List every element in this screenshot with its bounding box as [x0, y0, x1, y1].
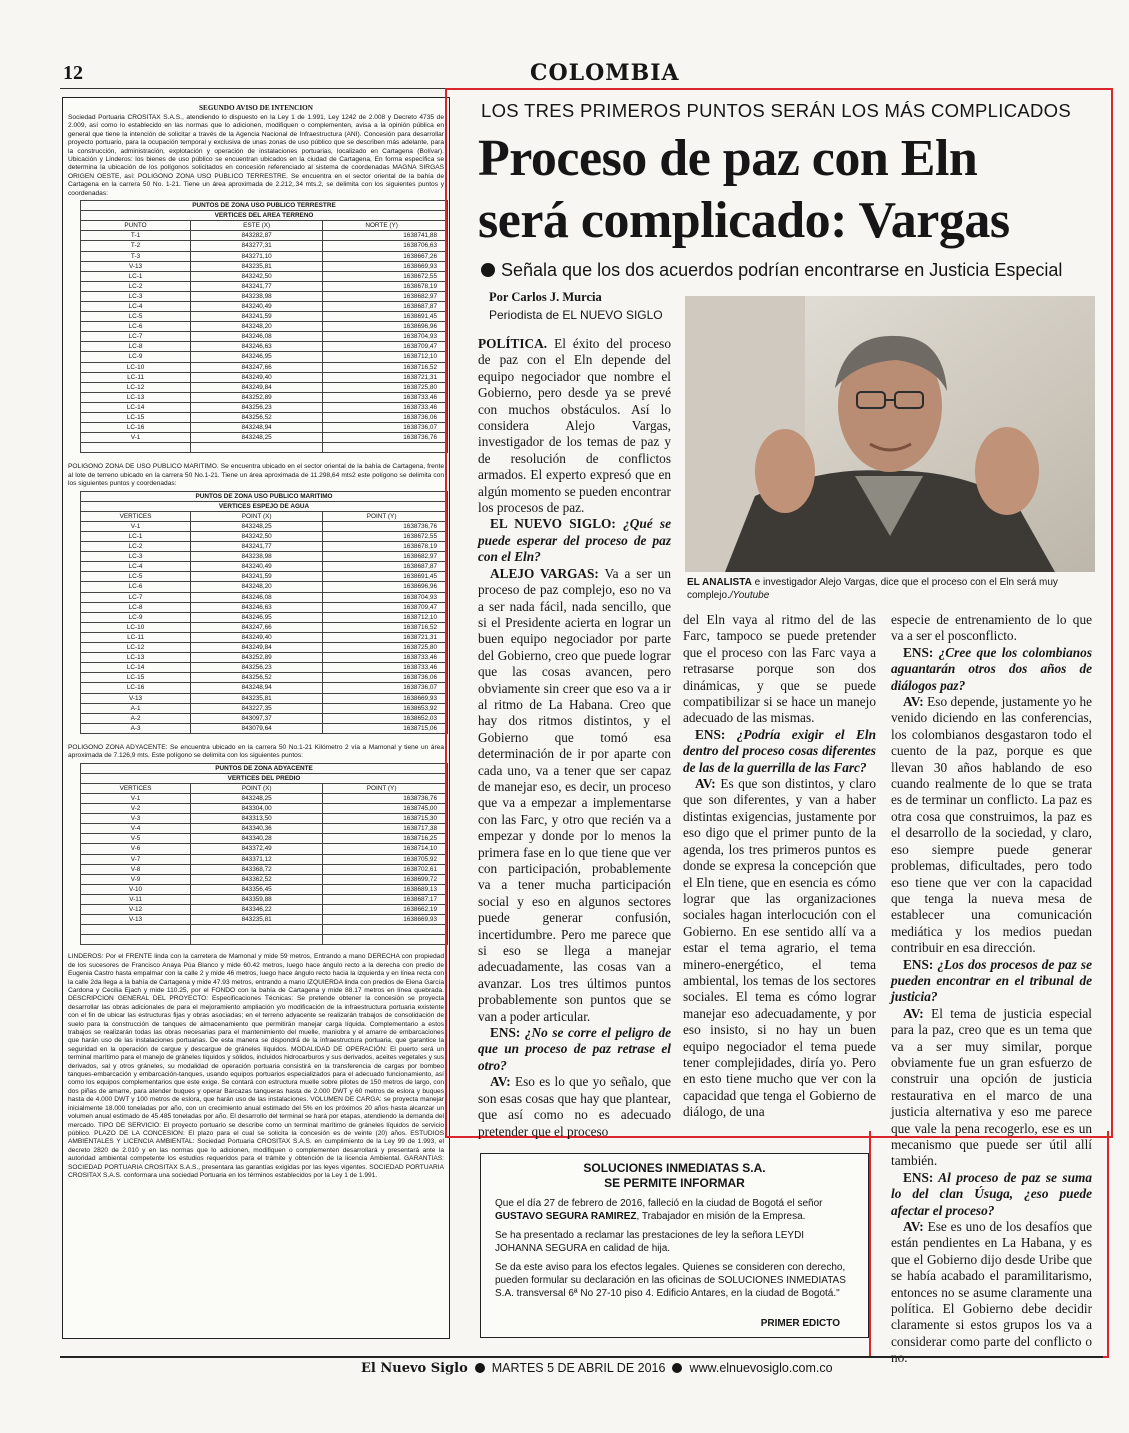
- notice-maritime-paragraph: POLIGONO ZONA DE USO PUBLICO MARITIMO. Se encuentra ubicado en el sector oriental de la bahía de Cartagena, frente al lote de terreno ubicado en la carrera 50 No.1-21. Tiene un área aproximada de 11.298,64 mts2 este polígono se delimita con los siguientes puntos y coordenadas:: [68, 463, 444, 488]
- table-cell: LC-8: [81, 342, 191, 352]
- table-cell: 1638716,25: [323, 834, 448, 844]
- table-cell: 1638669,93: [323, 693, 448, 703]
- table-subtitle: VERTICES DEL PREDIO: [81, 773, 448, 783]
- article-subhead: [481, 260, 1062, 281]
- table-cell: 1638736,06: [323, 673, 448, 683]
- table-cell: 843247,66: [191, 362, 323, 372]
- table-cell: LC-1: [81, 532, 191, 542]
- table-cell: V-4: [81, 824, 191, 834]
- table-cell: 1638736,07: [323, 423, 448, 433]
- table-row: [81, 663, 448, 673]
- table-adyacente: [80, 763, 448, 946]
- headline-line-2: será complicado: Vargas: [478, 192, 1010, 249]
- table-row: [81, 632, 448, 642]
- table-cell: LC-15: [81, 413, 191, 423]
- table-cell: 1638653,92: [323, 703, 448, 713]
- table-row: [81, 271, 448, 281]
- table-cell: LC-7: [81, 332, 191, 342]
- table-cell: 1638672,55: [323, 532, 448, 542]
- table-row: [81, 342, 448, 352]
- table-cell: 1638689,13: [323, 884, 448, 894]
- footer-url[interactable]: www.elnuevosiglo.com.co: [689, 1361, 833, 1375]
- article-column-1: POLÍTICA. El éxito del proceso de paz con el Eln depende del equipo negociador que nombre el Gobierno, pero desde ya se prevé con muchos obstáculos. Así lo considera Alejo Vargas, investigador de los temas de paz y de resolución de conflictos armados. El experto expresó que en algún momento se pueden encontrar los procesos de paz. EL NUEVO SIGLO: ¿Qué se puede esperar del proceso de paz con el Eln? ALEJO VARGAS: Va a ser un proceso de paz complejo, eso no va a ser nada fácil, nada sencillo, que si el Presidente acierta en lograr un buen equipo negociador por parte del Gobierno, creo que puede lograr que las cosas avancen, pero obviamente sin creer que eso va a ir al ritmo de La Habana. Creo que hay dos ritmos distintos, y el Gobierno que tomó esa determinación de ir por aparte con cada uno, va a tener que ser capaz de manejar eso, es decir, un proceso que va a empezar a implementarse con las Farc, y otro que recién va a empezar y donde por lo menos la primera fase en lo que tiene que ver con participación, probablemente va a tener mucha participación social y eso en algunos sectores puede generar confusión, incertidumbre. Pero me parece que si eso se llega a manejar adecuadamente, las cosas van a avanzar. Los tres últimos puntos probablemente son puntos que se van a poder articular. ENS: ¿No se corre el peligro de que un proceso de paz retrase el otro? AV: Eso es lo que yo señalo, que son esas cosas que hay que plantear, que así como no es adecuado pretender que el proceso: [478, 336, 672, 1139]
- table-row: [81, 572, 448, 582]
- table-cell: V-2: [81, 804, 191, 814]
- table-cell: 843248,25: [191, 433, 323, 443]
- table-cell: 843246,08: [191, 332, 323, 342]
- table-cell: 843271,10: [191, 251, 323, 261]
- newspaper-brand: El Nuevo Siglo: [361, 1361, 468, 1376]
- table-cell: 1638704,93: [323, 592, 448, 602]
- table-cell: 1638733,46: [323, 653, 448, 663]
- table-row: [81, 683, 448, 693]
- table-cell: 1638687,87: [323, 302, 448, 312]
- table-cell: 1638662,19: [323, 905, 448, 915]
- column-header: PUNTO: [81, 221, 191, 231]
- table-cell: 1638733,46: [323, 402, 448, 412]
- table-cell: LC-10: [81, 622, 191, 632]
- notice-adjacent-paragraph: POLIGONO ZONA ADYACENTE: Se encuentra ubicado en la carrera 50 No.1-21 Kilómetro 2 vía a Mamonal y tiene un área aproximada de 7.126,9 mts. Este polígono se delimita con los siguientes puntos:: [68, 743, 444, 760]
- table-row: [81, 622, 448, 632]
- table-cell: 843247,66: [191, 622, 323, 632]
- column-header: POINT (Y): [323, 783, 448, 793]
- table-cell: 1638682,97: [323, 552, 448, 562]
- legal-notice: [62, 97, 450, 1339]
- table-cell: LC-3: [81, 291, 191, 301]
- table-cell: LC-15: [81, 673, 191, 683]
- table-row: [81, 552, 448, 562]
- table-cell: 1638691,45: [323, 572, 448, 582]
- table-cell: 1638716,52: [323, 362, 448, 372]
- table-cell: A-3: [81, 723, 191, 733]
- table-row: [81, 281, 448, 291]
- table-cell: LC-16: [81, 423, 191, 433]
- table-cell: 843240,49: [191, 562, 323, 572]
- table-cell: 843246,63: [191, 342, 323, 352]
- table-cell: 1638678,19: [323, 542, 448, 552]
- table-cell: V-7: [81, 854, 191, 864]
- table-row: [81, 592, 448, 602]
- table-cell: 1638716,52: [323, 622, 448, 632]
- table-cell: 1638696,96: [323, 322, 448, 332]
- photo-caption: EL ANALISTA e investigador Alejo Vargas, dice que el proceso con el Eln será muy complejo./Youtube: [687, 577, 1058, 601]
- table-cell: 1638705,92: [323, 854, 448, 864]
- table-cell: 1638699,72: [323, 874, 448, 884]
- headline-line-1: Proceso de paz con Eln: [478, 130, 978, 187]
- table-cell: LC-8: [81, 602, 191, 612]
- table-cell: 1638736,07: [323, 683, 448, 693]
- table-cell: 843282,87: [191, 231, 323, 241]
- table-cell: 843248,25: [191, 793, 323, 803]
- table-cell: 843227,35: [191, 703, 323, 713]
- table-cell: 1638706,63: [323, 241, 448, 251]
- table-row: [81, 372, 448, 382]
- portrait-illustration: [685, 296, 1095, 572]
- table-cell: 843249,40: [191, 632, 323, 642]
- article-column-2: del Eln vaya al ritmo del de las Farc, tampoco se puede pretender que el proceso con las Farc vaya a retrasarse porque son dos dinámicas, y que se puede compatibilizar si se hace un manejo adecuado de las mismas. ENS: ¿Podría exigir el Eln dentro del proceso cosas diferentes de las de la guerrilla de las Farc? AV: Es que son distintos, y claro que son diferentes, y van a haber distintas exigencias, justamente por eso digo que el primer punto de la agenda, los tres primeros puntos es donde se expresa la concepción que el Eln tiene, que en esencia es cómo lograr que las organizaciones sociales hagan interlocución con el Gobierno. En ese sentido allí va a estar el tema agrario, el tema minero-energético, el tema ambiental, los temas de los sectores sociales. El tema es cómo lograr manejar eso adecuadamente, y por eso insisto, si no hay un buen equipo negociador el tema puede tener complejidades, diría yo. Pero en esto tiene mucho que ver con la capacidad que tenga el Gobierno de diálogo, de una: [683, 612, 876, 1120]
- table-cell: LC-12: [81, 382, 191, 392]
- table-cell: V-10: [81, 884, 191, 894]
- table-row: [81, 322, 448, 332]
- notice-linderos-paragraph: LINDEROS: Por el FRENTE linda con la carretera de Mamonal y mide 59 metros, Entrando a mano DERECHA con propiedad de los sucesores de Francisco Anaya Púa Blanco y mide 60.42 metros, luego hace ángulo recto a la derecha con predio de Eugenia Castro hasta empalmar con la calle 2 y mide 46 metros, luego hace ángulo recto hacia la izquierda y en línea recta con la calle 2da llega a la bahía de Cartagena y mide 47.93 metros, entrando a mano IZQUIERDA linda con predios de Elena García Cardona y Cecilia Ejach y mide 110.25, por el FONDO con la bahía de Cartagena y mide 88.17 metros en línea quebrada. DESCRIPCION GENERAL DEL PROYECTO: Especificaciones Técnicas: Se pretende obtener la concesión se proyecta desarrollar las obras adicionales de para el mejoramiento ampliación y/o modificación de la infraestructura portuaria existente con el fin de ubicar las estructuras fijas y obras asociadas; en el terreno adyacente se realizarán trabajos de consolidación de suelo para la construcción de tanques de almacenamiento que permitirán manejar carga líquida. Complementario a estos trabajos se realizarán todas las obras necesarias para el mantenimiento del muelle, maniobra y el amarre de embarcaciones que harán uso de las instalaciones portuarias. De esta manera se dispondrá de la infraestructura portuaria, que garantice la seguridad en la operación de cargue y descargue de gráneles líquidos. MODALIDAD DE OPERACIÓN: El puerto será un terminal marítimo para el manejo de gráneles líquidos y sólidos, incluidos hidrocarburos y sus derivados, aceites vegetales y sus derivados, sal y otros gráneles, su modalidad de operación portuaria consistirá en la transferencia de cargas por bombeo tanques-embarcación y embarcación-tanques, usando equipos portuarios especializados para el adecuado funcionamiento, así como los equipos complementarios que este exige. Se contará con estructura muelle sobre pilotes de 150 metros de largo, con dos piñas de amarre, para atender buques y operar Barcazas tanqueras hasta de 2.000 DWT y 60 metros de eslora y buques hasta de 4.000 DWT y 100 metros de eslora, que harán uso de las instalaciones. VOLUMEN DE CARGA: se proyecta manejar inicialmente 18.000 toneladas por año, con un crecimiento anual estimado del 5% en los próximos 20 años hasta alcanzar un volumen anual estimado de 45.485 toneladas por año. El desarrollo del terminal se hará por etapas, atendiendo la demanda del mercado. TIPO DE SERVICIO: El proyecto portuario se describe como un terminal marítimo de gráneles líquidos de servicio público. PLAZO DE LA CONCESION: El plazo para el cual se solicita la concesión es de veinte (20) años. ESTUDIOS AMBIENTALES Y LICENCIA AMBIENTAL: Sociedad Portuaria CROSITAX S.A.S. en cumplimiento de la Ley 99 de 1.993, el decreto 2820 de 2.010 y en las normas que lo adicionen, modifiquen o complementen desarrollará y presentará ante la autoridad ambiental competente los estudios requeridos para el trámite y obtención de la licencia Ambiental. GARANTIAS: SOCIEDAD PORTUARIA CROSITAX S.A.S., presentara las garantías exigidas por las leyes vigentes. SOCIEDAD PORTUARIA CROSITAX S.A.S. conformara una sociedad Portuaria en los términos establecidos por la Ley 1 de 1.991.: [68, 953, 444, 1179]
- table-cell: 1638709,47: [323, 602, 448, 612]
- table-row: [81, 804, 448, 814]
- table-cell: LC-1: [81, 271, 191, 281]
- table-row: [81, 413, 448, 423]
- table-cell: 1638712,10: [323, 612, 448, 622]
- table-cell: 1638736,06: [323, 413, 448, 423]
- table-cell: V-3: [81, 814, 191, 824]
- table-row: [81, 251, 448, 261]
- table-cell: 843235,81: [191, 261, 323, 271]
- table-cell: 1638704,93: [323, 332, 448, 342]
- table-cell: 1638715,06: [323, 723, 448, 733]
- table-row: [81, 302, 448, 312]
- table-cell: 843372,49: [191, 844, 323, 854]
- table-cell: 1638721,31: [323, 372, 448, 382]
- table-row: [81, 713, 448, 723]
- table-row: [81, 874, 448, 884]
- table-cell: V-8: [81, 864, 191, 874]
- table-row: [81, 542, 448, 552]
- table-cell: 843246,95: [191, 612, 323, 622]
- soluciones-paragraph-3: Se da este aviso para los efectos legales. Quienes se consideren con derecho, pueden formular su declaración en las oficinas de SOLUCIONES INMEDIATAS S.A. transversal 6ª No 27-10 piso 4. Edificio Antares, en la ciudad de Bogotá.": [495, 1262, 846, 1299]
- table-row: [81, 723, 448, 733]
- table-row: [81, 382, 448, 392]
- table-cell: 1638672,55: [323, 271, 448, 281]
- table-cell: 1638709,47: [323, 342, 448, 352]
- article-column-3: especie de entrenamiento de lo que va a ser el posconflicto. ENS: ¿Cree que los colombianos aguantarán otros dos años de diálogos paz? AV: Eso depende, justamente yo he venido diciendo en las conferencias, los colombianos desgastaron todo el cuento de la paz, porque es que llevan 30 años hablando de eso cuando realmente de lo que se trata es de terminar un conflicto. La paz es otra cosa que construimos, la paz es el desarrollo de la sociedad, y claro, eso siempre puede generar problemas, dificultades, pero todo eso tiene que ver con la capacidad que tenga la nueva mesa de establecer una comunicación mediática y los medios puedan contribuir en esa dirección. ENS: ¿Los dos procesos de paz se pueden encontrar en el tribunal de justicia? AV: El tema de justicia especial para la paz, creo que es un tema que va a ser muy similar, porque obviamente fue un gran esfuerzo de construir una opción de justicia restaurativa en el marco de una justicia alternativa y eso me parece que vale la pena recogerlo, ese es un mecanismo que puede ser útil allí también. ENS: Al proceso de paz se suma lo del clan Úsuga, ¿eso puede afectar el proceso? AV: Ese es uno de los desafíos que están pendientes en La Habana, y es que el Gobierno dijo desde Uribe que se había acabado el paramilitarismo, entonces no se asume claramente una política. El Gobierno debe decidir claramente si estos grupos los va a considerar como parte del conflicto o no.: [891, 612, 1092, 1366]
- table-cell: 843248,20: [191, 582, 323, 592]
- table-cell: 843249,84: [191, 382, 323, 392]
- table-row: [81, 834, 448, 844]
- table-cell: V-1: [81, 793, 191, 803]
- table-cell: 1638725,80: [323, 382, 448, 392]
- table-cell: T-3: [81, 251, 191, 261]
- table-cell: 843249,84: [191, 643, 323, 653]
- table-cell: 843246,95: [191, 352, 323, 362]
- table-row: [81, 915, 448, 925]
- table-row: [81, 602, 448, 612]
- table-row: [81, 643, 448, 653]
- table-cell: V-5: [81, 834, 191, 844]
- table-cell: LC-13: [81, 392, 191, 402]
- table-cell: LC-9: [81, 612, 191, 622]
- table-cell: 843368,72: [191, 864, 323, 874]
- table-cell: 1638714,10: [323, 844, 448, 854]
- table-cell: 1638741,88: [323, 231, 448, 241]
- table-cell: 843340,36: [191, 824, 323, 834]
- table-cell: 843241,77: [191, 281, 323, 291]
- table-cell: 1638745,00: [323, 804, 448, 814]
- table-subtitle: VERTICES ESPEJO DE AGUA: [81, 501, 448, 511]
- table-row: [81, 332, 448, 342]
- table-cell: V-11: [81, 894, 191, 904]
- table-row: [81, 673, 448, 683]
- table-row: [81, 352, 448, 362]
- table-row: [81, 693, 448, 703]
- table-row: [81, 814, 448, 824]
- table-cell: LC-5: [81, 312, 191, 322]
- table-row: [81, 612, 448, 622]
- article-headline: [478, 128, 1098, 252]
- table-cell: LC-2: [81, 542, 191, 552]
- soluciones-title: SOLUCIONES INMEDIATAS S.A. SE PERMITE INFORMAR: [583, 1161, 766, 1190]
- soluciones-paragraph-2: Se ha presentado a reclamar las prestaciones de ley la señora LEYDI JOHANNA SEGURA en calidad de hija.: [495, 1230, 805, 1254]
- table-row: [81, 703, 448, 713]
- table-cell: 843249,40: [191, 372, 323, 382]
- table-cell: LC-10: [81, 362, 191, 372]
- table-terrestre: [80, 200, 448, 453]
- table-cell: 843340,28: [191, 834, 323, 844]
- table-row: [81, 241, 448, 251]
- table-cell: LC-2: [81, 281, 191, 291]
- table-cell: 843313,50: [191, 814, 323, 824]
- table-cell: LC-9: [81, 352, 191, 362]
- table-row: [81, 824, 448, 834]
- table-title: PUNTOS DE ZONA USO PUBLICO MARITIMO: [81, 491, 448, 501]
- table-cell: 1638733,46: [323, 392, 448, 402]
- table-cell: 843241,77: [191, 542, 323, 552]
- table-cell: 1638652,03: [323, 713, 448, 723]
- table-row: [81, 312, 448, 322]
- table-cell: LC-3: [81, 552, 191, 562]
- page-footer: [361, 1361, 833, 1376]
- table-cell: 1638736,76: [323, 433, 448, 443]
- soluciones-paragraph-1: Que el día 27 de febrero de 2016, falleció en la ciudad de Bogotá el señor GUSTAVO SEGURA RAMIREZ, Trabajador en misión de la Empresa.: [495, 1198, 823, 1222]
- table-cell: T-2: [81, 241, 191, 251]
- table-cell: LC-13: [81, 653, 191, 663]
- soluciones-footer: PRIMER EDICTO: [760, 1318, 840, 1329]
- table-maritimo: [80, 491, 448, 734]
- table-cell: 843346,22: [191, 905, 323, 915]
- table-cell: 843277,31: [191, 241, 323, 251]
- footer-date: MARTES 5 DE ABRIL DE 2016: [491, 1361, 666, 1375]
- table-cell: 1638721,31: [323, 632, 448, 642]
- table-row: [81, 433, 448, 443]
- table-cell: 843256,52: [191, 673, 323, 683]
- table-cell: LC-6: [81, 322, 191, 332]
- table-cell: 843359,88: [191, 894, 323, 904]
- table-cell: 843248,94: [191, 683, 323, 693]
- byline-role: Periodista de EL NUEVO SIGLO: [489, 308, 663, 322]
- table-cell: 843238,98: [191, 552, 323, 562]
- table-cell: V-9: [81, 874, 191, 884]
- table-row: [81, 854, 448, 864]
- table-cell: V-13: [81, 261, 191, 271]
- legal-notice-soluciones: [480, 1153, 869, 1338]
- table-cell: 843079,64: [191, 723, 323, 733]
- table-cell: 843241,59: [191, 572, 323, 582]
- table-cell: 843256,23: [191, 663, 323, 673]
- column-header: ESTE (X): [191, 221, 323, 231]
- table-cell: LC-11: [81, 632, 191, 642]
- table-title: PUNTOS DE ZONA ADYACENTE: [81, 763, 448, 773]
- table-cell: 843248,20: [191, 322, 323, 332]
- table-cell: 843356,45: [191, 884, 323, 894]
- table-cell: V-1: [81, 433, 191, 443]
- table-row: [81, 261, 448, 271]
- table-cell: 843242,50: [191, 532, 323, 542]
- table-cell: 843240,49: [191, 302, 323, 312]
- table-cell: 843252,89: [191, 653, 323, 663]
- table-cell: 1638669,93: [323, 915, 448, 925]
- table-row: [81, 894, 448, 904]
- table-cell: LC-4: [81, 562, 191, 572]
- table-cell: LC-14: [81, 663, 191, 673]
- table-title: PUNTOS DE ZONA USO PUBLICO TERRESTRE: [81, 201, 448, 211]
- table-cell: A-1: [81, 703, 191, 713]
- table-cell: 843235,81: [191, 915, 323, 925]
- table-row: [81, 362, 448, 372]
- byline: Por Carlos J. Murcia: [489, 290, 602, 304]
- table-cell: V-13: [81, 693, 191, 703]
- page-number: 12: [63, 62, 83, 84]
- table-row: [81, 392, 448, 402]
- column-header: POINT (Y): [323, 511, 448, 521]
- table-cell: V-13: [81, 915, 191, 925]
- bullet-icon: [672, 1363, 682, 1373]
- table-cell: V-1: [81, 521, 191, 531]
- table-cell: 1638736,76: [323, 521, 448, 531]
- table-cell: 1638733,46: [323, 663, 448, 673]
- table-row: [81, 562, 448, 572]
- table-cell: 843248,25: [191, 521, 323, 531]
- subhead-text: Señala que los dos acuerdos podrían encontrarse en Justicia Especial: [501, 260, 1063, 280]
- table-cell: 1638725,80: [323, 643, 448, 653]
- article-photo: [685, 296, 1095, 572]
- column-header: VERTICES: [81, 511, 191, 521]
- table-cell: 843246,63: [191, 602, 323, 612]
- table-cell: V-6: [81, 844, 191, 854]
- table-cell: 1638678,19: [323, 281, 448, 291]
- table-row: [81, 402, 448, 412]
- notice-intro: Sociedad Portuaria CROSITAX S.A.S., atendiendo lo dispuesto en la Ley 1 de 1.991, Ley 1242 de 2.008 y Decreto 4735 de 2.009, así como lo establecido en las normas que lo adicionen, modifiquen o complementen, avisa a la opinión pública en general que tiene la intención de solicitar a través de la Agencia Nacional de Infraestructura (ANI). Concesión para desarrollar proyecto portuario, para la ocupación temporal y exclusiva de unas zonas de uso público que se describen más adelante, para la construcción, administración, explotación y operación de instalaciones portuarias, localizado en Cartagena (Bolívar). Ubicación y Linderos: los bienes de uso público se encuentran ubicados en la ciudad de Cartagena, En forma específica se determina la ubicación de los polígonos solicitados en concesión referenciado al sistema de coordenadas MAGNA SIRGAS ORIGEN OESTE, así: POLIGONO ZONA USO PUBLICO TERRESTRE. Se encuentra en el sector oriental de la bahía de Cartagena en la carrera 50 No. 1-21. Tiene un área aproximada de 2.212,.34 mts.2, se delimita con los siguientes puntos y coordenadas:: [68, 114, 444, 197]
- table-row: [81, 864, 448, 874]
- table-cell: 1638717,38: [323, 824, 448, 834]
- photo-credit: /Youtube: [729, 590, 770, 601]
- table-cell: 843248,94: [191, 423, 323, 433]
- table-row: [81, 905, 448, 915]
- bullet-icon: [475, 1363, 485, 1373]
- table-cell: 1638691,45: [323, 312, 448, 322]
- table-row: [81, 582, 448, 592]
- table-cell: 1638687,87: [323, 562, 448, 572]
- table-row: [81, 423, 448, 433]
- table-cell: LC-11: [81, 372, 191, 382]
- table-cell: 843252,89: [191, 392, 323, 402]
- table-cell: 1638696,96: [323, 582, 448, 592]
- table-row: [81, 291, 448, 301]
- table-cell: LC-16: [81, 683, 191, 693]
- table-subtitle: VERTICES DEL AREA TERRENO: [81, 211, 448, 221]
- table-cell: 843304,00: [191, 804, 323, 814]
- table-cell: 843256,23: [191, 402, 323, 412]
- table-cell: LC-4: [81, 302, 191, 312]
- section-title: COLOMBIA: [530, 60, 680, 86]
- table-cell: 843242,50: [191, 271, 323, 281]
- footer-rule: [60, 1356, 1103, 1358]
- table-row: [81, 532, 448, 542]
- column-header: VERTICES: [81, 783, 191, 793]
- table-row: [81, 844, 448, 854]
- bullet-icon: [481, 263, 495, 277]
- article-kicker: LOS TRES PRIMEROS PUNTOS SERÁN LOS MÁS COMPLICADOS: [481, 100, 1071, 121]
- table-cell: 843256,52: [191, 413, 323, 423]
- table-row: [81, 521, 448, 531]
- notice-title: SEGUNDO AVISO DE INTENCION: [199, 104, 313, 112]
- table-cell: 1638736,76: [323, 793, 448, 803]
- table-cell: V-12: [81, 905, 191, 915]
- table-cell: 1638669,93: [323, 261, 448, 271]
- table-cell: 1638715,30: [323, 814, 448, 824]
- table-cell: A-2: [81, 713, 191, 723]
- table-cell: 1638667,26: [323, 251, 448, 261]
- table-cell: LC-14: [81, 402, 191, 412]
- table-cell: 843246,08: [191, 592, 323, 602]
- table-cell: LC-12: [81, 643, 191, 653]
- table-row: [81, 653, 448, 663]
- table-cell: LC-5: [81, 572, 191, 582]
- column-header: POINT (X): [191, 511, 323, 521]
- table-cell: 843235,81: [191, 693, 323, 703]
- table-cell: 1638702,61: [323, 864, 448, 874]
- table-cell: T-1: [81, 231, 191, 241]
- table-row: [81, 793, 448, 803]
- table-cell: 1638682,97: [323, 291, 448, 301]
- table-row: [81, 884, 448, 894]
- table-cell: 843238,98: [191, 291, 323, 301]
- table-row: [81, 231, 448, 241]
- column-header: NORTE (Y): [323, 221, 448, 231]
- table-cell: 843371,12: [191, 854, 323, 864]
- table-cell: 1638712,10: [323, 352, 448, 362]
- table-cell: 1638687,17: [323, 894, 448, 904]
- table-cell: LC-7: [81, 592, 191, 602]
- column-header: POINT (X): [191, 783, 323, 793]
- table-cell: 843362,52: [191, 874, 323, 884]
- table-cell: LC-6: [81, 582, 191, 592]
- table-cell: 843097,37: [191, 713, 323, 723]
- table-cell: 843241,59: [191, 312, 323, 322]
